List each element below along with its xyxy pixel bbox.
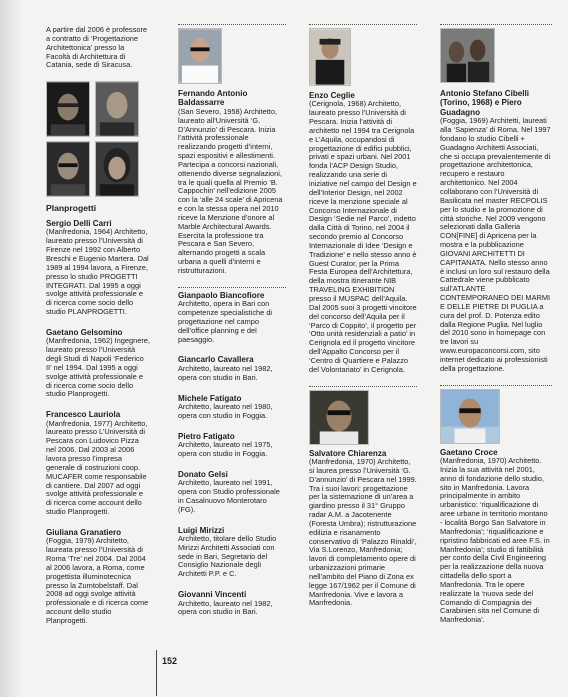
person-name: Gaetano Croce [440, 447, 498, 457]
page-number: 152 [162, 656, 178, 666]
person-name: Luigi Mirizzi [178, 525, 225, 535]
person-bio: Architetto, laureato nel 1982, opera con studio in Bari. [178, 598, 273, 617]
person-bio: (Foggia, 1969) Architetti, laureati alla ‘Sapienza’ di Roma. Nel 1997 fondano lo studio Cibelli + Guadagno Architetti Associati, che si occupa prevalentemente di progettazione architettonica, recupero e restauro architettonico. Nel 2004 collaborano con l’Università di Basilicata nel master RECPOLIS per lo studio e la promozione di città storiche. Nel 2009 vengono selezionati dalla Galleria CON[FINE] di Apricena per la mostra e la pubblicazione GIOVANI ARCHITETTI DI CAPITANATA. Nello stesso anno è inclusi un loro sul restauro della Cattedrale viene pubblicato sull’ATLANTE CONTEMPORANEO DEI MARMI E DELLE PIETRE DI PUGLIA a cura del prof. D. Potenza edito dalla Regione Puglia. Nel luglio del 2010 sono in homepage con tre lavori su www.europaconcorsi.com, sito internet dedicato ai professionisti della progettazione. [440, 116, 551, 373]
person-name: Pietro Fatigato [178, 431, 235, 441]
person-bio: (Manfredonia, 1964) Architetto, laureato presso l’Università di Firenze nel 1992 con Alberto Breschi e Eugenio Martera. Dal 1989 al 1994 lavora, a Firenze, presso lo studio PROGETTI INTEGRATI. Dal 1995 a oggi svolge attività professionale e di ricerca come socio dello studio PLANPROGETTI. [46, 227, 149, 317]
person-bio: (Foggia, 1979) Architetto, laureata presso l’Università di Roma ‘Tre’ nel 2004. Dal 2004 al 2006 lavora, a Roma, come progettista illuminotecnica presso la Zumtobelstaff. Dal 2008 ad oggi svolge attività professionale e di ricerca come account dello studio Planprogetti. [46, 536, 149, 625]
person-name: (Torino, 1968) e Piero Guadagno [440, 98, 522, 117]
column-3 [309, 24, 417, 619]
portrait-photo [309, 390, 369, 445]
portrait-photo [46, 141, 90, 197]
dotted-separator [178, 287, 286, 288]
person-name: Donato Gelsi [178, 469, 228, 479]
person-name: Antonio Stefano Cibelli [440, 89, 530, 98]
portrait-photo [440, 28, 495, 83]
person-name: Enzo Ceglie [309, 91, 355, 100]
dotted-separator [309, 24, 417, 25]
person-name: Sergio Delli Carri [46, 219, 112, 229]
person-bio: (Manfredonia, 1977) Architetto, laureato presso L’Università di Pescara con Ludovico Pizza nel 2006. Dal 2003 al 2006 lavora presso l’impresa generale di costruzioni coop. MUCAFER come responsabile di cantiere. Dal 2007 ad oggi svolge attività professionale e di ricerca come account dello studio Planprogetti. [46, 418, 148, 517]
dotted-separator [440, 24, 552, 25]
person-name: Giancarlo Cavallera [178, 355, 254, 365]
intro-text: A partire dal 2006 è professore a contratto di ‘Progettazione Architettonica’ presso la Facoltà di Architettura di Catania, sede di Siracusa. [46, 25, 148, 70]
person-bio: (Manfredonia, 1962) Ingegnere, laureato presso l’Università degli Studi di Napoli ‘Federico II’ nel 1994. Dal 1995 a oggi svolge attività professionale e di ricerca come socio dello studio Planprogetti. [46, 336, 150, 399]
group-title: Planprogetti [46, 203, 97, 214]
person-name: Gianpaolo Biancofiore [178, 290, 265, 300]
person-bio: Architetto, laureato nel 1991, opera con Studio professionale in Casalnuovo Monterotaro (FG). [178, 478, 280, 514]
person-name: Giuliana Granatiero [46, 527, 122, 537]
column-1 [46, 26, 150, 637]
page-edge-shadow [0, 0, 22, 697]
person-bio: Architetto, laureato nel 1982, opera con studio in Bari. [178, 363, 273, 382]
column-4 [440, 24, 552, 636]
person-name: Gaetano Gelsomino [46, 327, 123, 337]
column-2 [178, 24, 286, 628]
person-bio: Architetto, laureato nel 1975, opera con studio in Foggia. [178, 440, 273, 458]
dotted-separator [309, 386, 417, 387]
person-bio: (Cerignola, 1968) Architetto, laureato presso l’Università di Pescara. Inizia l’attività di architetto nel 1994 tra Cerignola e L’Aquila, occupandosi di progettazione di edifici pubblici, privati e spazi urbani. Nel 2001 fonda l’ACP Design Studio, realizzando una serie di iniziative nel campo del Design e dell’Interior Design, nel 2002 riceve la menzione speciale al Concorso Internazionale di Design ‘Sedie nel Parco’, indetto dalla Città di Torino, nel 2004 il secondo premio al Concorso Internazionale di Idee ‘Design e Tradizione’ e nello stesso anno è Guest Curator, per la Prima Festa Europea dell’Architettura, della mostra itinerante NIB TRAVELING EXHIBITION presso il MUSPAC dell’Aquila. Dal 2005 suoi 3 progetti vincitore del concorso dell’Aquila per il ‘Parco di Coppito’, il progetto per ‘Otto unità residenziali a patio’ in Cerignola ed il progetto vincitore dell’Appalto Concorso per il ‘Centro di Quartiere e Palazzo del Volontariato’ in Cerignola. [309, 99, 417, 374]
person-bio: (Manfredonia, 1970) Architetto, si laurea presso l’Università ‘G. D’annunzio’ di Pescara nel 1999. Tra i suoi lavori: progettazione per la sistemazione di un’area a giardino presso il 31° Gruppo radar A.M. a Jacotenente (Foresta Umbra); ristrutturazione edilizia e risanamento conservativo di ‘Palazzo Rinaldi’, Via S.Lorenzo, Manfredonia; lavori di completamento opere di urbanizzazioni primarie nell’ambito del Piano di Zona ex legge 167/1962 per il Comune di Manfredonia. Vive e lavora a Manfredonia. [309, 456, 417, 608]
person-name: Giovanni Vincenti [178, 590, 247, 600]
dotted-separator [440, 385, 552, 386]
person-bio: Architetto, titolare dello Studio Mirizzi Architetti Associati con sede in Bari, Segretario del Consiglio Nazionale degli Architetti P.P. e C. [178, 533, 277, 579]
portrait-photo [46, 81, 90, 137]
portrait-photo [95, 81, 139, 137]
person-name: Fernando Antonio Baldassarre [178, 89, 248, 108]
person-bio: (San Severo, 1958) Architetto, laureato all’Università ‘G. D’Annunzio’ di Pescara. Inizia l’attività professionale realizzando progetti d’interni, spazi espositivi e allestimenti. Partecipa a concorsi nazionali, ottenendo diverse segnalazioni, tra le quali quella al Premio ‘B. Cappochin’ nell’edizione 2005 con la ‘alle 24 scale’ di Apricena e con la stessa opera nel 2010 riceve la Menzione d’onore al Marble Architectural Awards. Esercita la professione tra Pescara e San Severo, alternando progetti a scala urbana a quelli d’interni e ristrutturazioni. [178, 106, 283, 275]
portrait-photo [440, 389, 500, 444]
person-name: Michele Fatigato [178, 393, 242, 403]
portrait-photo [309, 28, 351, 86]
person-name: Francesco Lauriola [46, 410, 121, 420]
person-bio: (Manfredonia, 1970) Architetto. Inizia la sua attività nel 2001, anno di fondazione dello studio, sito in Manfredonia. Lavora principalmente in ambito urbanistico: ‘riqualificazione di aree urbane in territorio montano - località Borgo San Salvatore in Manfredonia’; ‘riqualificazione e ripristino fabbricati ed aree F.S. in Manfredonia’; studio di fattibilità per conto della Civil Engineering per la realizzazione della nuova cittadella dello sport a Manfredonia. Tra le opere realizzate la ‘nuova sede del Comando di Compagnia dei Carabinieri sita nel Comune di Manfredonia’. [440, 456, 550, 625]
page-number-rule [156, 650, 157, 696]
dotted-separator [178, 24, 286, 25]
person-name: Salvatore Chiarenza [309, 448, 387, 458]
person-bio: Architetto, opera in Bari con competenze specialistiche di progettazione nel campo dell’office planning e del paesaggio. [178, 299, 273, 344]
portrait-photo [95, 141, 139, 197]
person-bio: Architetto, laureato nel 1980, opera con studio in Foggia. [178, 401, 273, 420]
portrait-photo [178, 28, 222, 84]
planprogetti-photos [46, 81, 139, 198]
